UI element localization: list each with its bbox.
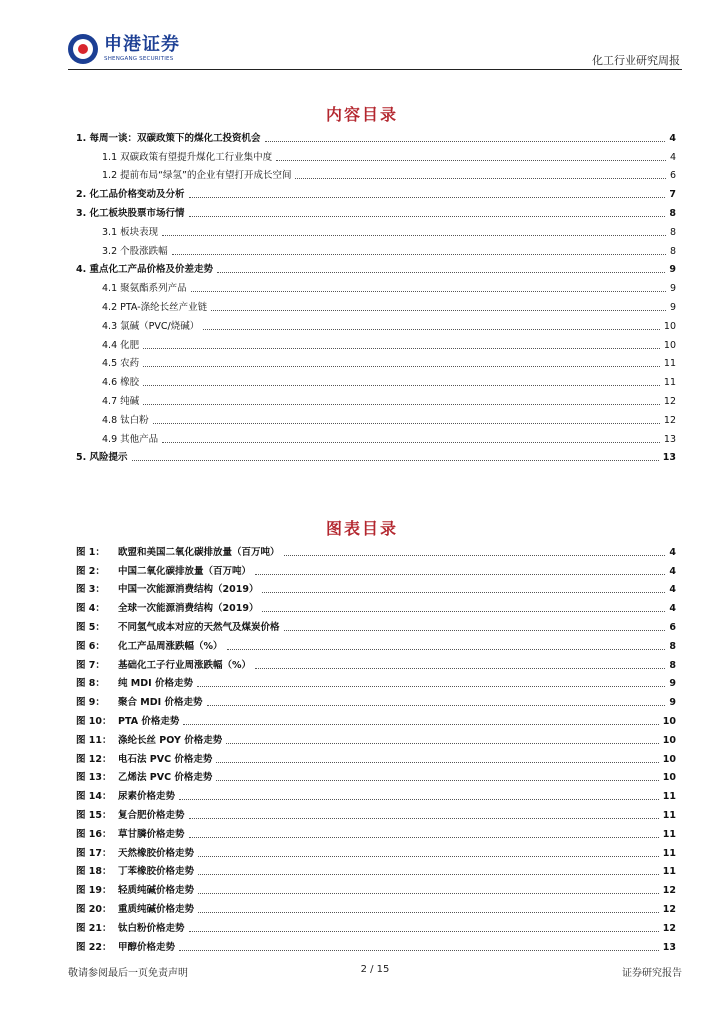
figure-entry-page: 4	[669, 546, 676, 558]
figure-entry-number: 图 6：	[76, 640, 105, 652]
toc-entry-page: 6	[669, 170, 676, 182]
dot-leader	[143, 348, 660, 349]
dot-leader	[191, 291, 666, 292]
toc-entry-label: 2. 化工品价格变动及分析	[76, 189, 185, 201]
dot-leader	[162, 442, 660, 443]
figure-entry-label: 化工产品周涨跌幅（%）	[118, 640, 223, 652]
toc-entry-label: 4. 重点化工产品价格及价差走势	[76, 264, 214, 276]
figure-entry-label: 乙烯法 PVC 价格走势	[118, 772, 213, 784]
figure-entry-number: 图 8：	[76, 678, 105, 690]
dot-leader	[227, 649, 666, 650]
toc-entry[interactable]	[76, 446, 676, 465]
toc-entry-label: 3. 化工板块股票市场行情	[76, 207, 185, 219]
logo-emblem-icon	[68, 34, 98, 64]
dot-leader	[216, 762, 658, 763]
figure-entry-number: 图 22：	[76, 941, 112, 953]
dot-leader	[189, 197, 666, 198]
figure-entry-number: 图 2：	[76, 565, 105, 577]
dot-leader	[226, 743, 659, 744]
toc-title: 内容目录	[325, 105, 398, 124]
figure-entry-page: 11	[662, 791, 676, 803]
dot-leader	[179, 950, 659, 951]
toc-entry-label: 4.4 化肥	[102, 339, 140, 351]
toc-entry-page: 10	[663, 320, 676, 332]
figure-entry-page: 12	[662, 903, 676, 915]
figure-entry-number: 图 4：	[76, 603, 105, 615]
toc-entry-page: 13	[662, 452, 676, 464]
figure-entry[interactable]	[76, 803, 676, 822]
figure-entry-label: 复合肥价格走势	[118, 809, 185, 821]
figure-entry-page: 11	[662, 828, 676, 840]
figure-entry[interactable]	[76, 596, 676, 615]
figure-entry-page: 6	[669, 621, 676, 633]
toc-entry-label: 4.3 氯碱（PVC/烧碱）	[102, 320, 200, 332]
figure-entry-page: 8	[669, 640, 676, 652]
figure-entry[interactable]	[76, 897, 676, 916]
company-logo	[68, 34, 180, 64]
figure-entry[interactable]	[76, 878, 676, 897]
toc-entry-page: 7	[669, 189, 676, 201]
figure-entry[interactable]	[76, 822, 676, 841]
figure-entry-number: 图 19：	[76, 885, 112, 897]
dot-leader	[183, 724, 658, 725]
toc-entry[interactable]	[76, 220, 676, 239]
toc-entry[interactable]	[76, 295, 676, 314]
toc-entry-label: 1. 每周一谈：双碳政策下的煤化工投资机会	[76, 132, 261, 144]
dot-leader	[198, 874, 659, 875]
figure-entry-label: 全球一次能源消费结构（2019）	[118, 603, 259, 615]
toc-entry-label: 4.1 聚氨酯系列产品	[102, 283, 187, 295]
figure-entry[interactable]	[76, 634, 676, 653]
figure-entry-number: 图 21：	[76, 922, 112, 934]
dot-leader	[211, 310, 666, 311]
toc-entry[interactable]	[76, 333, 676, 352]
toc-entry-label: 4.5 农药	[102, 358, 140, 370]
toc-entry-page: 4	[669, 151, 676, 163]
figure-entry-label: PTA 价格走势	[118, 715, 180, 727]
figure-entry-page: 12	[662, 885, 676, 897]
dot-leader	[207, 705, 666, 706]
dot-leader	[189, 216, 666, 217]
figure-entry-page: 13	[662, 941, 676, 953]
dot-leader	[198, 893, 659, 894]
logo-english-name: SHENGANG SECURITIES	[104, 55, 174, 62]
toc-entry[interactable]	[76, 126, 676, 145]
figure-entry-number: 图 11：	[76, 734, 112, 746]
dot-leader	[143, 385, 660, 386]
footer-disclaimer: 敬请参阅最后一页免责声明	[68, 968, 188, 979]
figure-entry-page: 4	[669, 603, 676, 615]
figure-entry-page: 8	[669, 659, 676, 671]
figure-entry-number: 图 13：	[76, 772, 112, 784]
toc-entry[interactable]	[76, 352, 676, 371]
figure-entry-page: 10	[662, 753, 676, 765]
figure-entry-label: 中国一次能源消费结构（2019）	[118, 584, 259, 596]
table-of-contents	[76, 126, 676, 464]
figure-entry[interactable]	[76, 784, 676, 803]
dot-leader	[276, 160, 666, 161]
figure-entry-label: 重质纯碱价格走势	[118, 903, 195, 915]
toc-entry[interactable]	[76, 370, 676, 389]
dot-leader	[189, 818, 659, 819]
figure-list	[76, 540, 676, 954]
dot-leader	[197, 686, 665, 687]
page-number: 2 / 15	[360, 964, 390, 975]
dot-leader	[284, 555, 666, 556]
toc-entry[interactable]	[76, 164, 676, 183]
figure-entry-number: 图 9：	[76, 697, 105, 709]
figure-entry-label: 不同氢气成本对应的天然气及煤炭价格	[118, 621, 280, 633]
figure-entry-number: 图 3：	[76, 584, 105, 596]
figure-entry-number: 图 5：	[76, 621, 105, 633]
figure-entry-number: 图 16：	[76, 828, 112, 840]
figure-entry-page: 11	[662, 809, 676, 821]
figure-entry-label: 丁苯橡胶价格走势	[118, 866, 195, 878]
figure-entry[interactable]	[76, 709, 676, 728]
toc-entry[interactable]	[76, 427, 676, 446]
toc-entry-label: 3.1 板块表现	[102, 226, 159, 238]
dot-leader	[189, 837, 659, 838]
figure-entry-number: 图 7：	[76, 659, 105, 671]
figure-entry-page: 11	[662, 847, 676, 859]
figure-entry-label: 欧盟和美国二氧化碳排放量（百万吨）	[118, 546, 280, 558]
figure-entry[interactable]	[76, 860, 676, 879]
dot-leader	[143, 404, 660, 405]
figures-title: 图表目录	[325, 519, 398, 538]
figure-entry[interactable]	[76, 653, 676, 672]
dot-leader	[255, 574, 665, 575]
figure-entry-label: 钛白粉价格走势	[118, 922, 185, 934]
toc-entry-page: 8	[669, 207, 676, 219]
toc-entry-label: 4.8 钛白粉	[102, 414, 149, 426]
figure-entry-label: 天然橡胶价格走势	[118, 847, 195, 859]
toc-entry-label: 1.1 双碳政策有望提升煤化工行业集中度	[102, 151, 273, 163]
page-header	[0, 0, 724, 72]
toc-entry[interactable]	[76, 182, 676, 201]
toc-entry[interactable]	[76, 276, 676, 295]
figure-entry-number: 图 17：	[76, 847, 112, 859]
figure-entry[interactable]	[76, 540, 676, 559]
figure-entry[interactable]	[76, 766, 676, 785]
dot-leader	[179, 799, 659, 800]
figure-entry-page: 9	[669, 678, 676, 690]
toc-entry-label: 4.7 纯碱	[102, 395, 140, 407]
toc-entry-page: 8	[669, 245, 676, 257]
dot-leader	[132, 460, 659, 461]
report-type: 化工行业研究周报	[592, 54, 680, 67]
toc-entry-label: 4.6 橡胶	[102, 377, 140, 389]
figure-entry[interactable]	[76, 559, 676, 578]
figure-entry[interactable]	[76, 578, 676, 597]
figure-entry-number: 图 20：	[76, 903, 112, 915]
toc-entry-label: 4.9 其他产品	[102, 433, 159, 445]
figure-entry[interactable]	[76, 690, 676, 709]
toc-entry[interactable]	[76, 408, 676, 427]
figure-entry-label: 纯 MDI 价格走势	[118, 678, 193, 690]
figure-entry-label: 电石法 PVC 价格走势	[118, 753, 213, 765]
figure-entry[interactable]	[76, 728, 676, 747]
toc-entry-label: 3.2 个股涨跌幅	[102, 245, 168, 257]
figure-entry[interactable]	[76, 935, 676, 954]
toc-entry[interactable]	[76, 314, 676, 333]
toc-entry-page: 11	[663, 358, 676, 370]
toc-entry-page: 13	[663, 433, 676, 445]
figure-entry-label: 草甘膦价格走势	[118, 828, 185, 840]
figure-entry-page: 9	[669, 697, 676, 709]
toc-entry-page: 9	[669, 264, 676, 276]
toc-entry-label: 4.2 PTA-涤纶长丝产业链	[102, 301, 208, 313]
figure-entry-number: 图 12：	[76, 753, 112, 765]
dot-leader	[255, 668, 665, 669]
toc-entry[interactable]	[76, 239, 676, 258]
figure-entry-number: 图 15：	[76, 809, 112, 821]
dot-leader	[143, 366, 660, 367]
dot-leader	[172, 254, 666, 255]
toc-entry[interactable]	[76, 258, 676, 277]
toc-entry[interactable]	[76, 145, 676, 164]
dot-leader	[162, 235, 666, 236]
figure-entry[interactable]	[76, 615, 676, 634]
dot-leader	[203, 329, 660, 330]
dot-leader	[153, 423, 660, 424]
toc-entry-label: 1.2 提前布局“绿氢”的企业有望打开成长空间	[102, 170, 292, 182]
toc-entry-page: 9	[669, 283, 676, 295]
figure-entry-label: 尿素价格走势	[118, 791, 176, 803]
toc-entry-page: 12	[663, 395, 676, 407]
toc-entry-page: 11	[663, 377, 676, 389]
dot-leader	[295, 178, 665, 179]
dot-leader	[262, 592, 665, 593]
figure-entry-label: 基础化工子行业周涨跌幅（%）	[118, 659, 252, 671]
dot-leader	[265, 141, 666, 142]
dot-leader	[284, 630, 666, 631]
figure-entry-label: 甲醇价格走势	[118, 941, 176, 953]
dot-leader	[189, 931, 659, 932]
figure-entry[interactable]	[76, 747, 676, 766]
figure-entry[interactable]	[76, 841, 676, 860]
figure-entry-label: 中国二氧化碳排放量（百万吨）	[118, 565, 252, 577]
figure-entry-page: 12	[662, 922, 676, 934]
dot-leader	[262, 611, 665, 612]
toc-entry-page: 9	[669, 301, 676, 313]
toc-entry-page: 12	[663, 414, 676, 426]
figure-entry-page: 4	[669, 584, 676, 596]
toc-entry-page: 4	[669, 132, 676, 144]
figure-entry-label: 聚合 MDI 价格走势	[118, 697, 203, 709]
toc-entry[interactable]	[76, 389, 676, 408]
figure-entry-page: 10	[662, 772, 676, 784]
toc-entry-page: 10	[663, 339, 676, 351]
figure-entry-page: 11	[662, 866, 676, 878]
figure-entry[interactable]	[76, 672, 676, 691]
figure-entry[interactable]	[76, 916, 676, 935]
figure-entry-number: 图 1：	[76, 546, 105, 558]
dot-leader	[198, 912, 659, 913]
figure-entry-number: 图 18：	[76, 866, 112, 878]
dot-leader	[217, 272, 665, 273]
figure-entry-number: 图 14：	[76, 791, 112, 803]
figure-entry-label: 涤纶长丝 POY 价格走势	[118, 734, 223, 746]
figure-entry-page: 4	[669, 565, 676, 577]
footer-doc-type: 证券研究报告	[622, 968, 682, 979]
logo-chinese-name: 申港证券	[104, 33, 180, 55]
figure-entry-page: 10	[662, 715, 676, 727]
figure-entry-page: 10	[662, 734, 676, 746]
toc-entry[interactable]	[76, 201, 676, 220]
figure-entry-number: 图 10：	[76, 715, 112, 727]
dot-leader	[216, 780, 658, 781]
toc-entry-page: 8	[669, 226, 676, 238]
dot-leader	[198, 856, 659, 857]
figure-entry-label: 轻质纯碱价格走势	[118, 885, 195, 897]
toc-entry-label: 5. 风险提示	[76, 452, 128, 464]
header-divider	[68, 69, 682, 70]
